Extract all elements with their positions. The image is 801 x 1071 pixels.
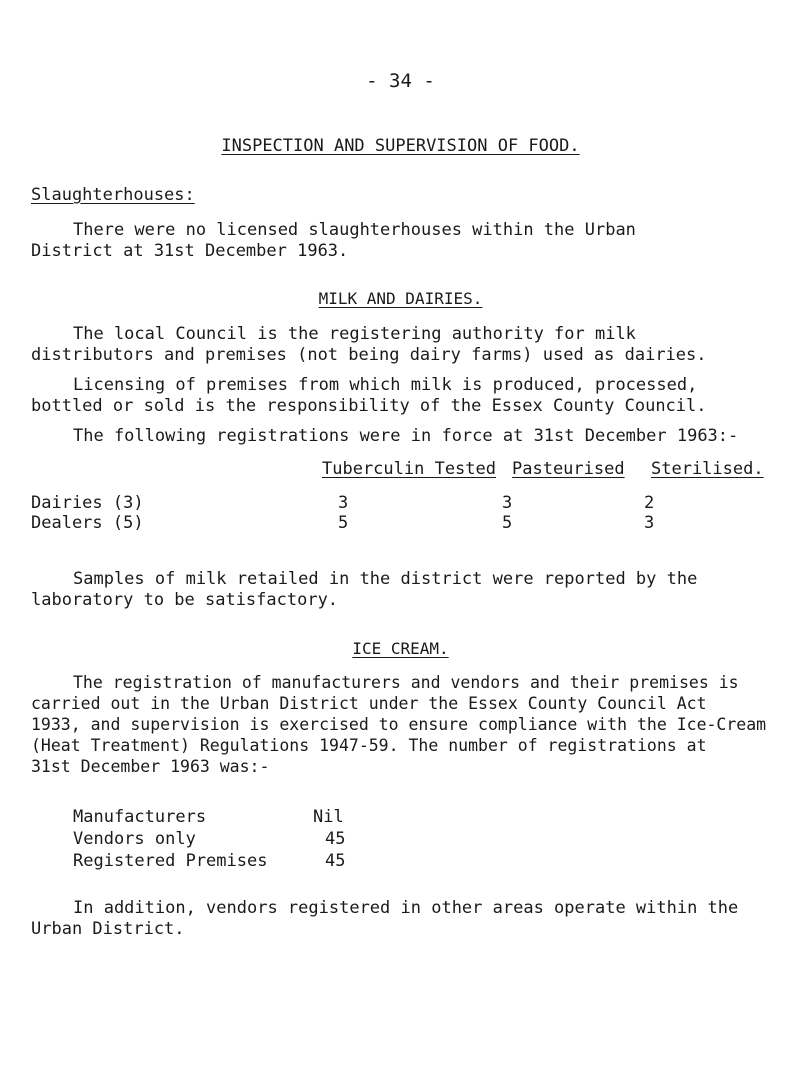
- text-line: Licensing of premises from which milk is produced, processed,: [73, 375, 698, 395]
- list-value: 45: [325, 829, 346, 849]
- cell-pasteurised: 3: [502, 493, 513, 513]
- text-line: Samples of milk retailed in the district were reported by the: [73, 569, 698, 589]
- cell-sterilised: 3: [644, 513, 655, 533]
- list-item: [73, 806, 345, 828]
- table-row: [31, 493, 654, 513]
- ice-cream-para-2: [31, 898, 738, 940]
- milk-para-1: [31, 324, 707, 366]
- slaughterhouses-heading: Slaughterhouses:: [31, 185, 195, 205]
- text-line: There were no licensed slaughterhouses within the Urban: [73, 220, 636, 240]
- text-line: The local Council is the registering authority for milk: [73, 324, 636, 344]
- text-line: distributors and premises (not being dairy farms) used as dairies.: [31, 345, 707, 365]
- cell-sterilised: 2: [644, 493, 655, 513]
- ice-cream-para-1: [31, 672, 766, 777]
- text-line: (Heat Treatment) Regulations 1947-59. The number of registrations at: [31, 736, 707, 755]
- text-line: laboratory to be satisfactory.: [31, 590, 339, 610]
- text-line: The registration of manufacturers and vendors and their premises is: [73, 673, 739, 692]
- list-label: Vendors only: [73, 829, 196, 849]
- cell-tuberculin: 5: [338, 513, 349, 533]
- list-value: Nil: [313, 807, 344, 827]
- ice-cream-heading: ICE CREAM.: [352, 639, 449, 658]
- text-line: 31st December 1963 was:-: [31, 757, 270, 776]
- row-label: Dealers (5): [31, 513, 144, 533]
- text-line: In addition, vendors registered in other areas operate within the: [73, 898, 739, 918]
- col-header-tuberculin: Tuberculin Tested: [322, 459, 496, 479]
- col-header-sterilised: Sterilised.: [651, 459, 764, 479]
- milk-para-3: The following registrations were in force at 31st December 1963:-: [73, 426, 739, 446]
- milk-para-4: [31, 569, 697, 611]
- text-line: bottled or sold is the responsibility of the Essex County Council.: [31, 396, 707, 416]
- table-row: [31, 513, 654, 533]
- text-line: carried out in the Urban District under the Essex County Council Act: [31, 694, 707, 713]
- list-value: 45: [325, 851, 346, 871]
- registrations-table: [31, 493, 654, 533]
- list-label: Manufacturers: [73, 807, 207, 827]
- list-label: Registered Premises: [73, 851, 268, 871]
- text-line: District at 31st December 1963.: [31, 241, 349, 261]
- cell-pasteurised: 5: [502, 513, 513, 533]
- page-title: INSPECTION AND SUPERVISION OF FOOD.: [221, 136, 580, 156]
- col-header-pasteurised: Pasteurised: [512, 459, 625, 479]
- page-number: - 34 -: [366, 70, 435, 92]
- row-label: Dairies (3): [31, 493, 144, 513]
- milk-para-2: [31, 375, 707, 417]
- ice-cream-registrations: [73, 806, 345, 872]
- text-line: 1933, and supervision is exercised to ensure compliance with the Ice-Cream: [31, 715, 767, 734]
- text-line: Urban District.: [31, 919, 185, 939]
- slaughterhouses-text: [31, 220, 636, 262]
- cell-tuberculin: 3: [338, 493, 349, 513]
- milk-heading: MILK AND DAIRIES.: [318, 289, 483, 308]
- list-item: [73, 850, 345, 872]
- list-item: [73, 828, 345, 850]
